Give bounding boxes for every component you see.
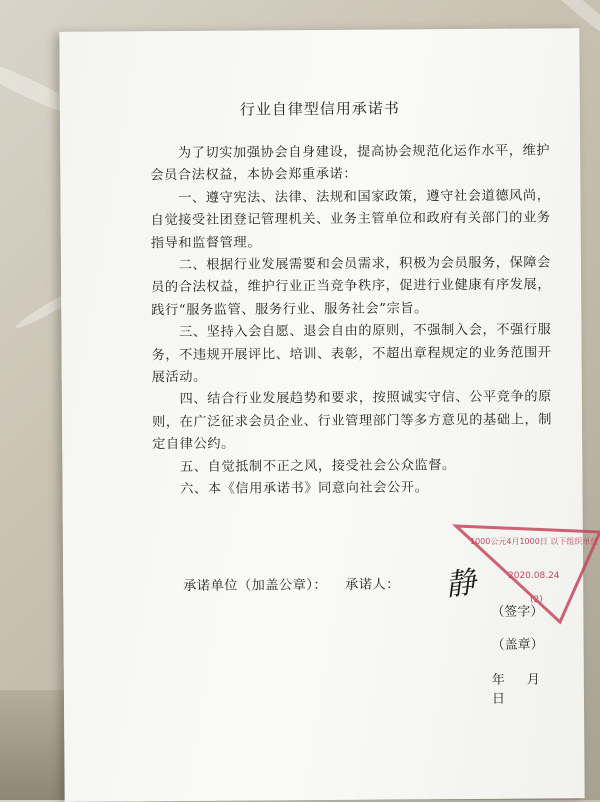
clause-2: 二、根据行业发展需要和会员需求，积极为会员服务，保障会员的合法权益，维护行业正当竞争秩序，促进行业健康有序发展，践行“服务监管、服务行业、服务社会”宗旨。 [151, 255, 552, 319]
clause-3: 三、坚持入会自愿、退会自由的原则，不强制入会，不强行服务，不违规开展评比、培训、表彰，不超出章程规定的业务范围开展活动。 [151, 322, 552, 386]
date-year: 年 [491, 672, 505, 688]
intro-paragraph: 为了切实加强协会自身建设，提高协会规范化运作水平，维护会员合法权益，本协会郑重承诺： [150, 143, 551, 184]
person-label: 承诺人： [345, 577, 400, 593]
unit-label: 承诺单位（加盖公章）： [183, 577, 328, 594]
clause-4: 四、结合行业发展趋势和要求，按照诚实守信、公平竞争的原则，在广泛征求会员企业、行业管理部门等多方意见的基础上，制定自律公约。 [151, 389, 553, 453]
stamp-line3: (2) [530, 595, 543, 605]
signature-row [183, 573, 418, 594]
document-title: 行业自律型信用承诺书 [239, 99, 400, 119]
stamp-line2: 2020.08.24 [508, 571, 560, 581]
document-body [150, 140, 552, 501]
clause-5: 五、自觉抵制不正之风，接受社会公众监督。 [180, 457, 456, 475]
clause-1: 一、遵守宪法、法律、法规和国家政策，遵守社会道德风尚，自觉接受社团登记管理机关、业务主管单位和政府有关部门的业务指导和监督管理。 [150, 188, 551, 251]
clause-6: 六、本《信用承诺书》同意向社会公开。 [180, 480, 429, 498]
date-day: 日 [491, 691, 506, 707]
seal-label: （盖章） [491, 637, 544, 653]
date-month: 月 [526, 672, 540, 688]
date-row [492, 668, 584, 707]
handwritten-signature: 静 [443, 565, 474, 604]
document-page [59, 28, 584, 802]
triangle-stamp [450, 518, 600, 628]
stamp-line1: 1000公元4月1000日 以下组织单位 [470, 537, 599, 546]
sign-label: （签字） [491, 604, 544, 620]
